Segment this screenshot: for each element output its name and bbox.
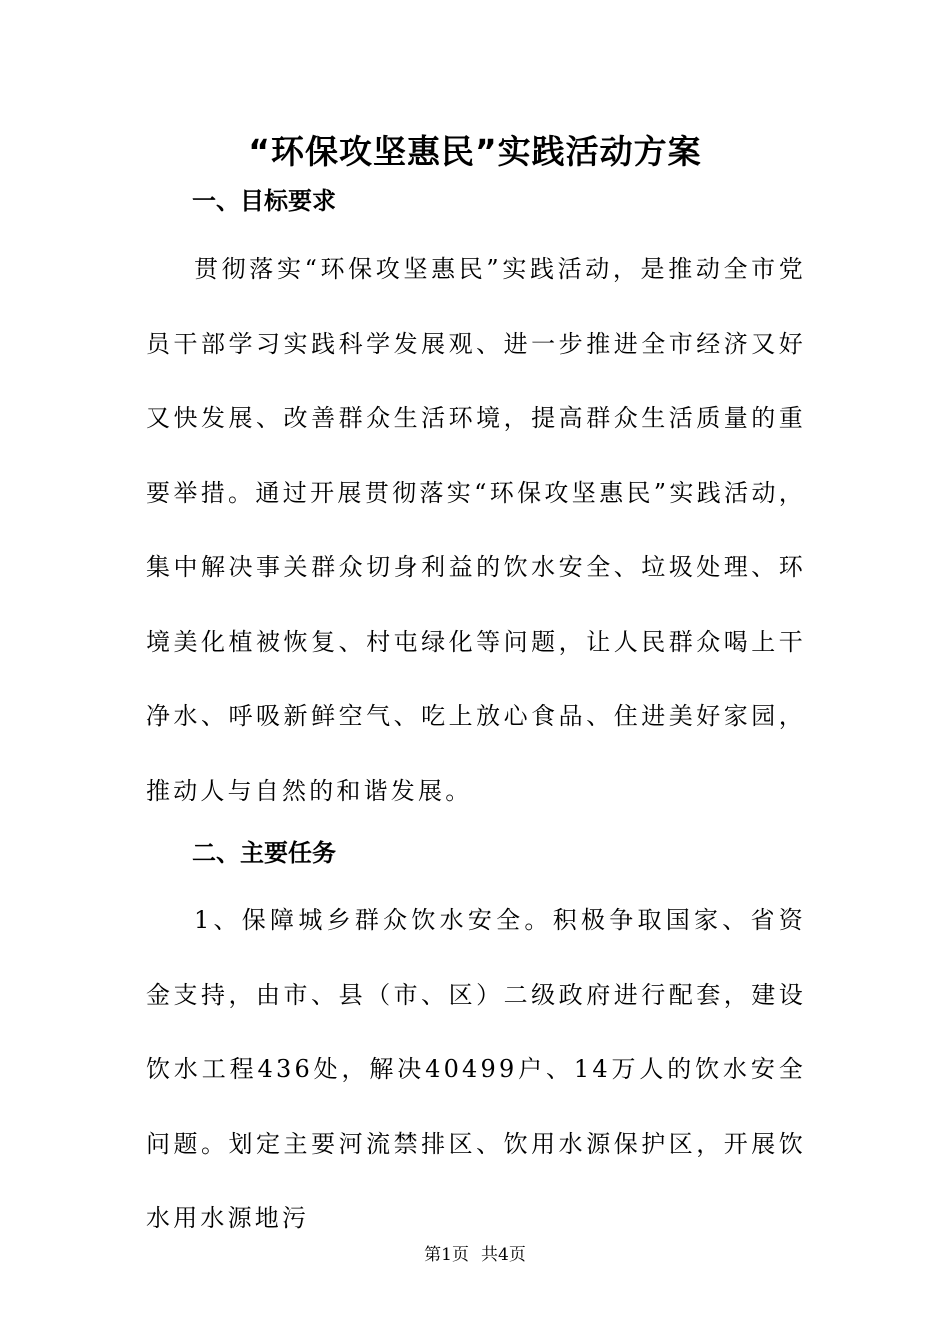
section-paragraph-tasks: 1、保障城乡群众饮水安全。积极争取国家、省资金支持，由市、县（市、区）二级政府进行配套，建设饮水工程436处，解决40499户、14万人的饮水安全问题。划定主要河流禁排区、饮用水源保护区，开展饮水用水源地污: [146, 906, 806, 1232]
section-heading-goals: 一、目标要求: [192, 187, 336, 215]
page-number: 第1页: [424, 1245, 469, 1265]
page-total: 共4页: [481, 1245, 526, 1265]
page-footer: [0, 1243, 950, 1267]
document-title: “环保攻坚惠民”实践活动方案: [248, 132, 702, 171]
section-paragraph-goals: 贯彻落实“环保攻坚惠民”实践活动，是推动全市党员干部学习实践科学发展观、进一步推进全市经济又好又快发展、改善群众生活环境，提高群众生活质量的重要举措。通过开展贯彻落实“环保攻坚惠民”实践活动，集中解决事关群众切身利益的饮水安全、垃圾处理、环境美化植被恢复、村屯绿化等问题，让人民群众喝上干净水、呼吸新鲜空气、吃上放心食品、住进美好家园，推动人与自然的和谐发展。: [146, 255, 806, 805]
section-heading-tasks: 二、主要任务: [192, 839, 336, 867]
